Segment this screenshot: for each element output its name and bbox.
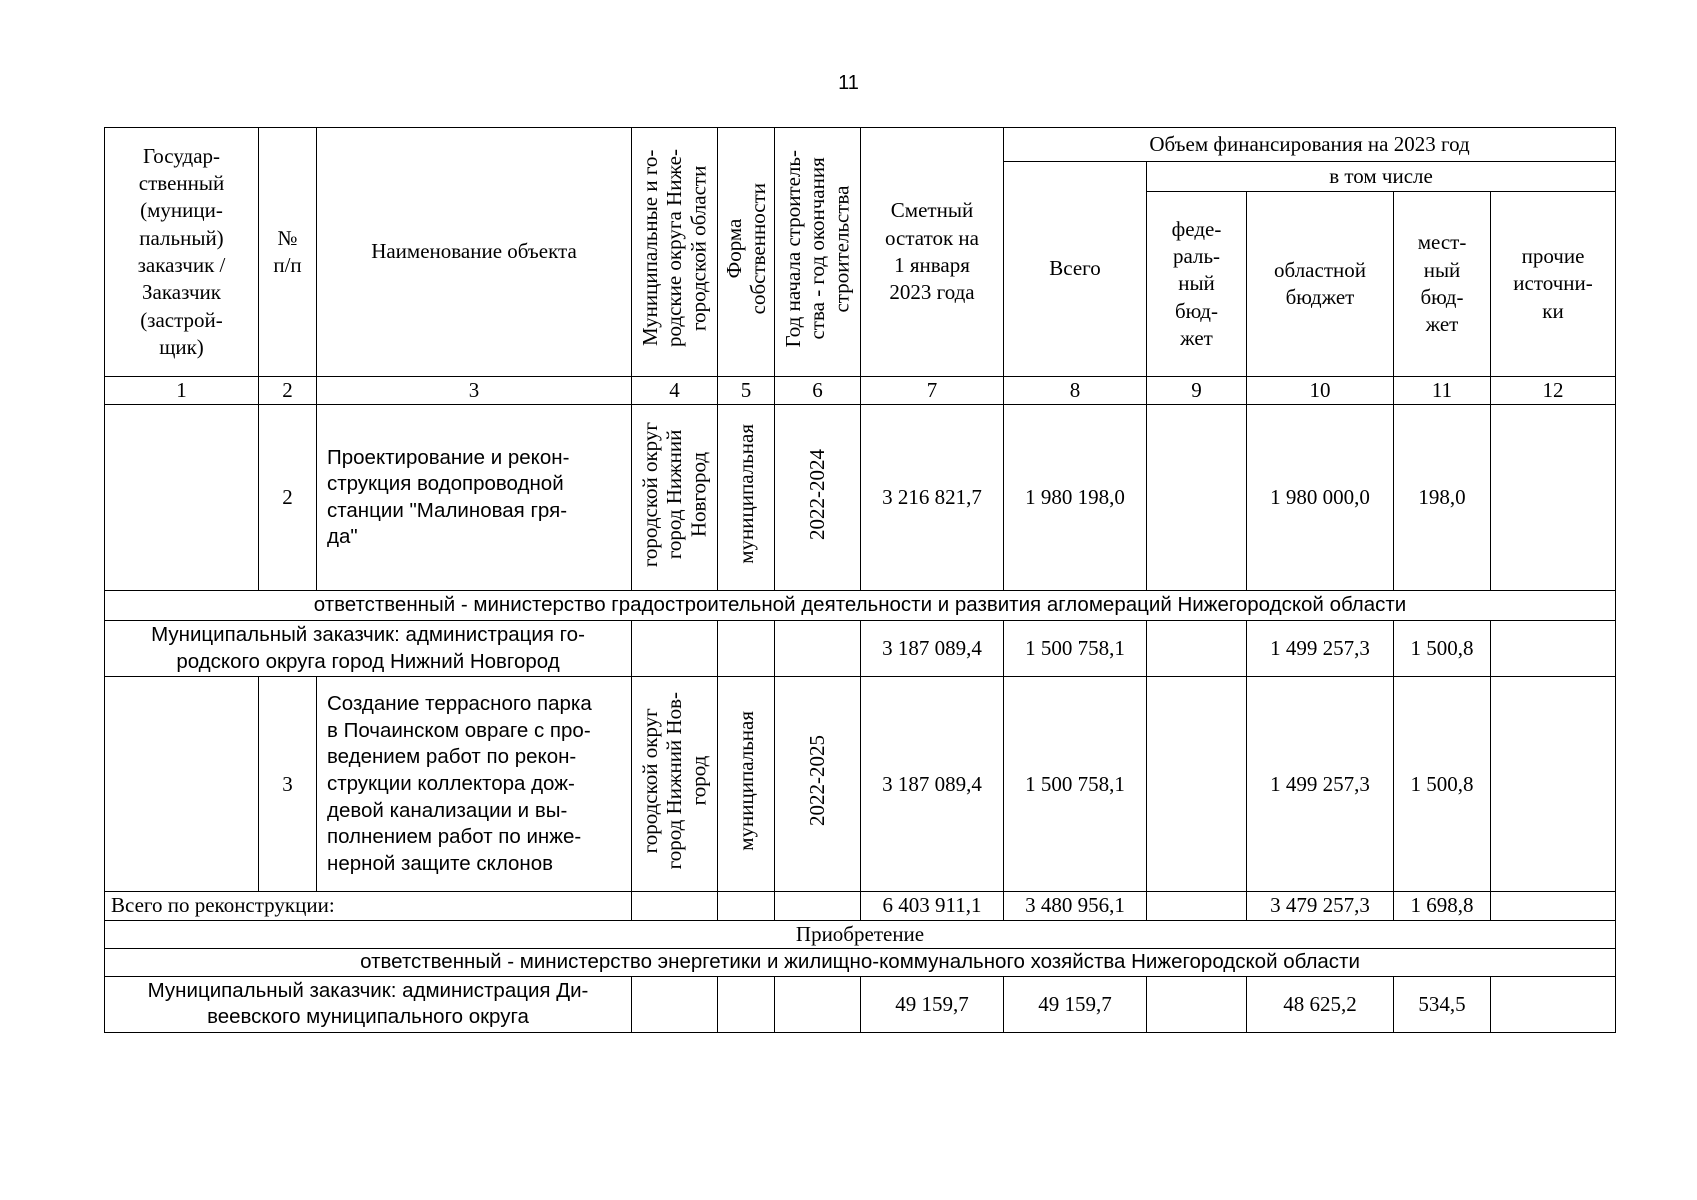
municipality	[632, 892, 718, 920]
municipality	[632, 621, 718, 677]
years	[775, 892, 861, 920]
header-estimate: Сметный остаток на 1 января 2023 года	[861, 128, 1004, 377]
regional: 48 625,2	[1247, 976, 1394, 1032]
col-num: 7	[861, 377, 1004, 405]
header-including: в том числе	[1147, 162, 1616, 192]
estimate: 49 159,7	[861, 976, 1004, 1032]
cell-customer	[105, 677, 259, 892]
other	[1491, 405, 1616, 591]
customer-row	[105, 621, 1616, 677]
col-num: 3	[317, 377, 632, 405]
header-ownership: Форма собственности	[718, 128, 775, 377]
total: 1 500 758,1	[1004, 677, 1147, 892]
municipality: городской округ город Нижний Нов- город	[632, 677, 718, 892]
federal	[1147, 621, 1247, 677]
estimate: 3 187 089,4	[861, 621, 1004, 677]
total: 3 480 956,1	[1004, 892, 1147, 920]
other	[1491, 677, 1616, 892]
header-total: Всего	[1004, 162, 1147, 377]
table-row	[105, 405, 1616, 591]
header-other: прочие источни- ки	[1491, 192, 1616, 377]
ownership	[718, 621, 775, 677]
regional: 1 499 257,3	[1247, 677, 1394, 892]
section-title: Приобретение	[105, 920, 1616, 948]
responsible-row: ответственный - министерство градостроительной деятельности и развития агломераций Нижегородской области	[105, 591, 1616, 621]
object-name: Проектирование и рекон- струкция водопроводной станции "Малиновая гря- да"	[317, 405, 632, 591]
header-object-name: Наименование объекта	[317, 128, 632, 377]
local: 1 500,8	[1394, 621, 1491, 677]
total: 1 980 198,0	[1004, 405, 1147, 591]
col-num: 4	[632, 377, 718, 405]
regional: 1 499 257,3	[1247, 621, 1394, 677]
row-num: 3	[259, 677, 317, 892]
financing-table	[104, 127, 1616, 1033]
header-years: Год начала строитель- ства - год окончания строительства	[775, 128, 861, 377]
header-regional: областной бюджет	[1247, 192, 1394, 377]
page-number: 11	[838, 72, 859, 94]
regional: 3 479 257,3	[1247, 892, 1394, 920]
municipality: городской округ город Нижний Новгород	[632, 405, 718, 591]
ownership	[718, 976, 775, 1032]
regional: 1 980 000,0	[1247, 405, 1394, 591]
years: 2022-2024	[775, 405, 861, 591]
other	[1491, 621, 1616, 677]
col-num: 1	[105, 377, 259, 405]
municipality	[632, 976, 718, 1032]
responsible-row: ответственный - министерство энергетики и жилищно-коммунального хозяйства Нижегородской области	[105, 948, 1616, 976]
years	[775, 976, 861, 1032]
ownership: муниципальная	[718, 677, 775, 892]
total-row	[105, 892, 1616, 920]
federal	[1147, 892, 1247, 920]
header-local: мест- ный бюд- жет	[1394, 192, 1491, 377]
local: 534,5	[1394, 976, 1491, 1032]
other	[1491, 892, 1616, 920]
col-num: 6	[775, 377, 861, 405]
col-num: 9	[1147, 377, 1247, 405]
ownership	[718, 892, 775, 920]
header-num: № п/п	[259, 128, 317, 377]
years	[775, 621, 861, 677]
local: 198,0	[1394, 405, 1491, 591]
total: 1 500 758,1	[1004, 621, 1147, 677]
customer-row	[105, 976, 1616, 1032]
header-financing: Объем финансирования на 2023 год	[1004, 128, 1616, 162]
estimate: 6 403 911,1	[861, 892, 1004, 920]
other	[1491, 976, 1616, 1032]
col-num: 10	[1247, 377, 1394, 405]
years: 2022-2025	[775, 677, 861, 892]
federal	[1147, 976, 1247, 1032]
ownership: муниципальная	[718, 405, 775, 591]
object-name: Создание террасного парка в Почаинском овраге с про- ведением работ по рекон- струкции коллектора дож- девой канализации и вы- полнением работ по инже- нерной защите склонов	[317, 677, 632, 892]
total: 49 159,7	[1004, 976, 1147, 1032]
col-num: 8	[1004, 377, 1147, 405]
estimate: 3 187 089,4	[861, 677, 1004, 892]
local: 1 698,8	[1394, 892, 1491, 920]
total-label: Всего по реконструкции:	[105, 892, 632, 920]
header-municipalities: Муниципальные и го- родские округа Ниже- городской области	[632, 128, 718, 377]
customer-name: Муниципальный заказчик: администрация Ди- веевского муниципального округа	[105, 976, 632, 1032]
col-num: 11	[1394, 377, 1491, 405]
cell-customer	[105, 405, 259, 591]
table-row	[105, 677, 1616, 892]
local: 1 500,8	[1394, 677, 1491, 892]
col-num: 12	[1491, 377, 1616, 405]
column-numbers-row	[105, 377, 1616, 405]
header-federal: феде- раль- ный бюд- жет	[1147, 192, 1247, 377]
federal	[1147, 405, 1247, 591]
col-num: 5	[718, 377, 775, 405]
header-customer: Государ- ственный (муници- пальный) заказчик / Заказчик (застрой- щик)	[105, 128, 259, 377]
row-num: 2	[259, 405, 317, 591]
col-num: 2	[259, 377, 317, 405]
estimate: 3 216 821,7	[861, 405, 1004, 591]
customer-name: Муниципальный заказчик: администрация го- родского округа город Нижний Новгород	[105, 621, 632, 677]
federal	[1147, 677, 1247, 892]
